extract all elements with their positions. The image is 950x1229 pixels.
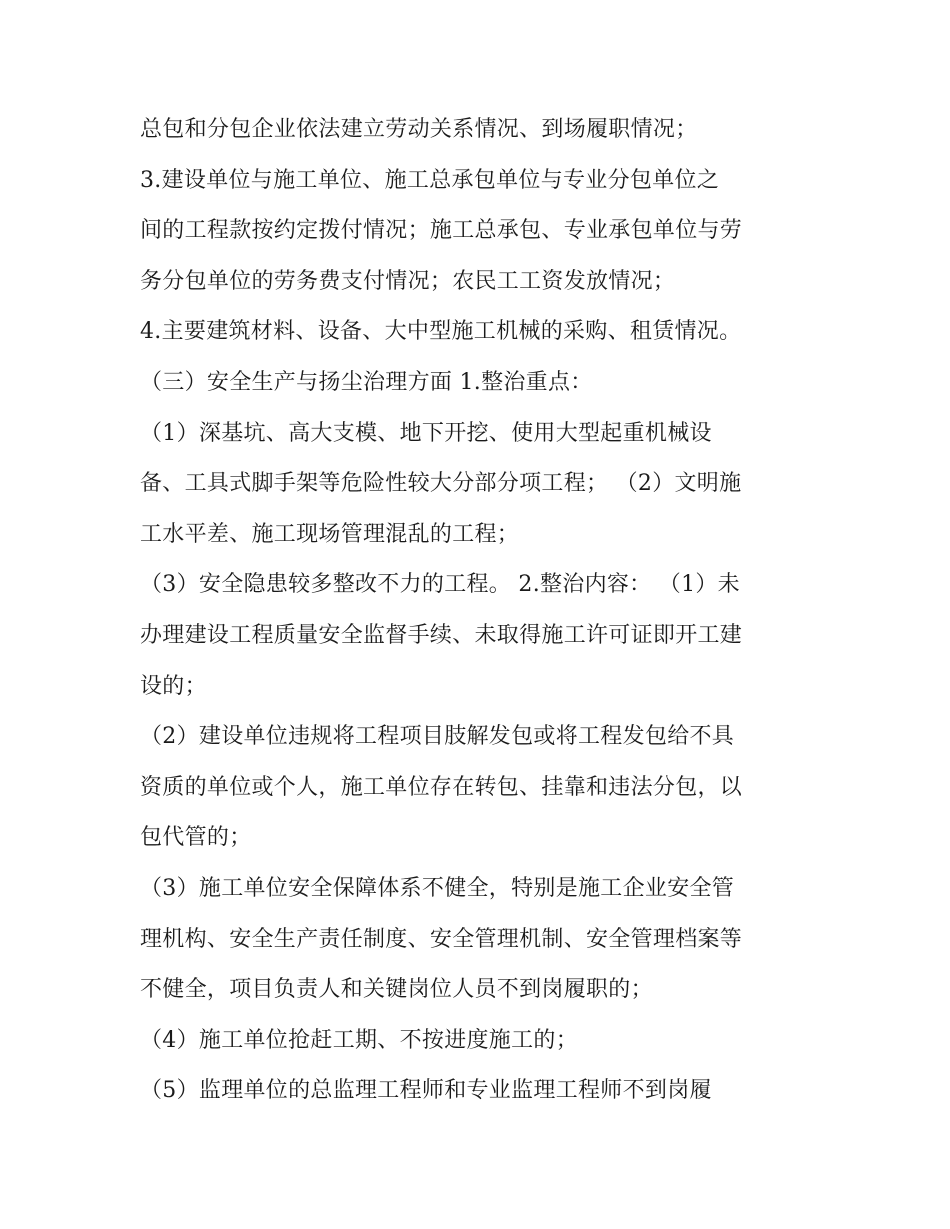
text-line: （三）安全生产与扬尘治理方面 1.整治重点： [140, 370, 593, 395]
text-line: （5）监理单位的总监理工程师和专业监理工程师不到岗履 [140, 1078, 712, 1103]
text-line: 备、工具式脚手架等危险性较大分部分项工程； （2）文明施 [140, 471, 742, 496]
text-line: 理机构、安全生产责任制度、安全管理机制、安全管理档案等 [140, 927, 743, 952]
text-line: 资质的单位或个人，施工单位存在转包、挂靠和违法分包，以 [140, 775, 743, 800]
text-line: 4.主要建筑材料、设备、大中型施工机械的采购、租赁情况。 [140, 319, 742, 344]
text-line: 工水平差、施工现场管理混乱的工程； [140, 522, 520, 547]
text-line: 办理建设工程质量安全监督手续、未取得施工许可证即开工建 [140, 623, 743, 648]
text-line: 3.建设单位与施工单位、施工总承包单位与专业分包单位之 [140, 168, 720, 193]
text-line: （4）施工单位抢赶工期、不按进度施工的； [140, 1028, 578, 1053]
text-line: 总包和分包企业依法建立劳动关系情况、到场履职情况； [140, 117, 698, 142]
text-line: 设的； [140, 674, 207, 699]
text-line: （3）安全隐患较多整改不力的工程。 2.整治内容： （1）未 [140, 572, 740, 597]
text-line: （2）建设单位违规将工程项目肢解发包或将工程发包给不具 [140, 724, 735, 749]
text-line: （3）施工单位安全保障体系不健全，特别是施工企业安全管 [140, 876, 735, 901]
text-line: （1）深基坑、高大支模、地下开挖、使用大型起重机械设 [140, 421, 712, 446]
text-line: 务分包单位的劳务费支付情况；农民工工资发放情况； [140, 269, 676, 294]
text-line: 间的工程款按约定拨付情况；施工总承包、专业承包单位与劳 [140, 218, 743, 243]
text-line: 包代管的； [140, 825, 252, 850]
text-line: 不健全，项目负责人和关键岗位人员不到岗履职的； [140, 977, 653, 1002]
